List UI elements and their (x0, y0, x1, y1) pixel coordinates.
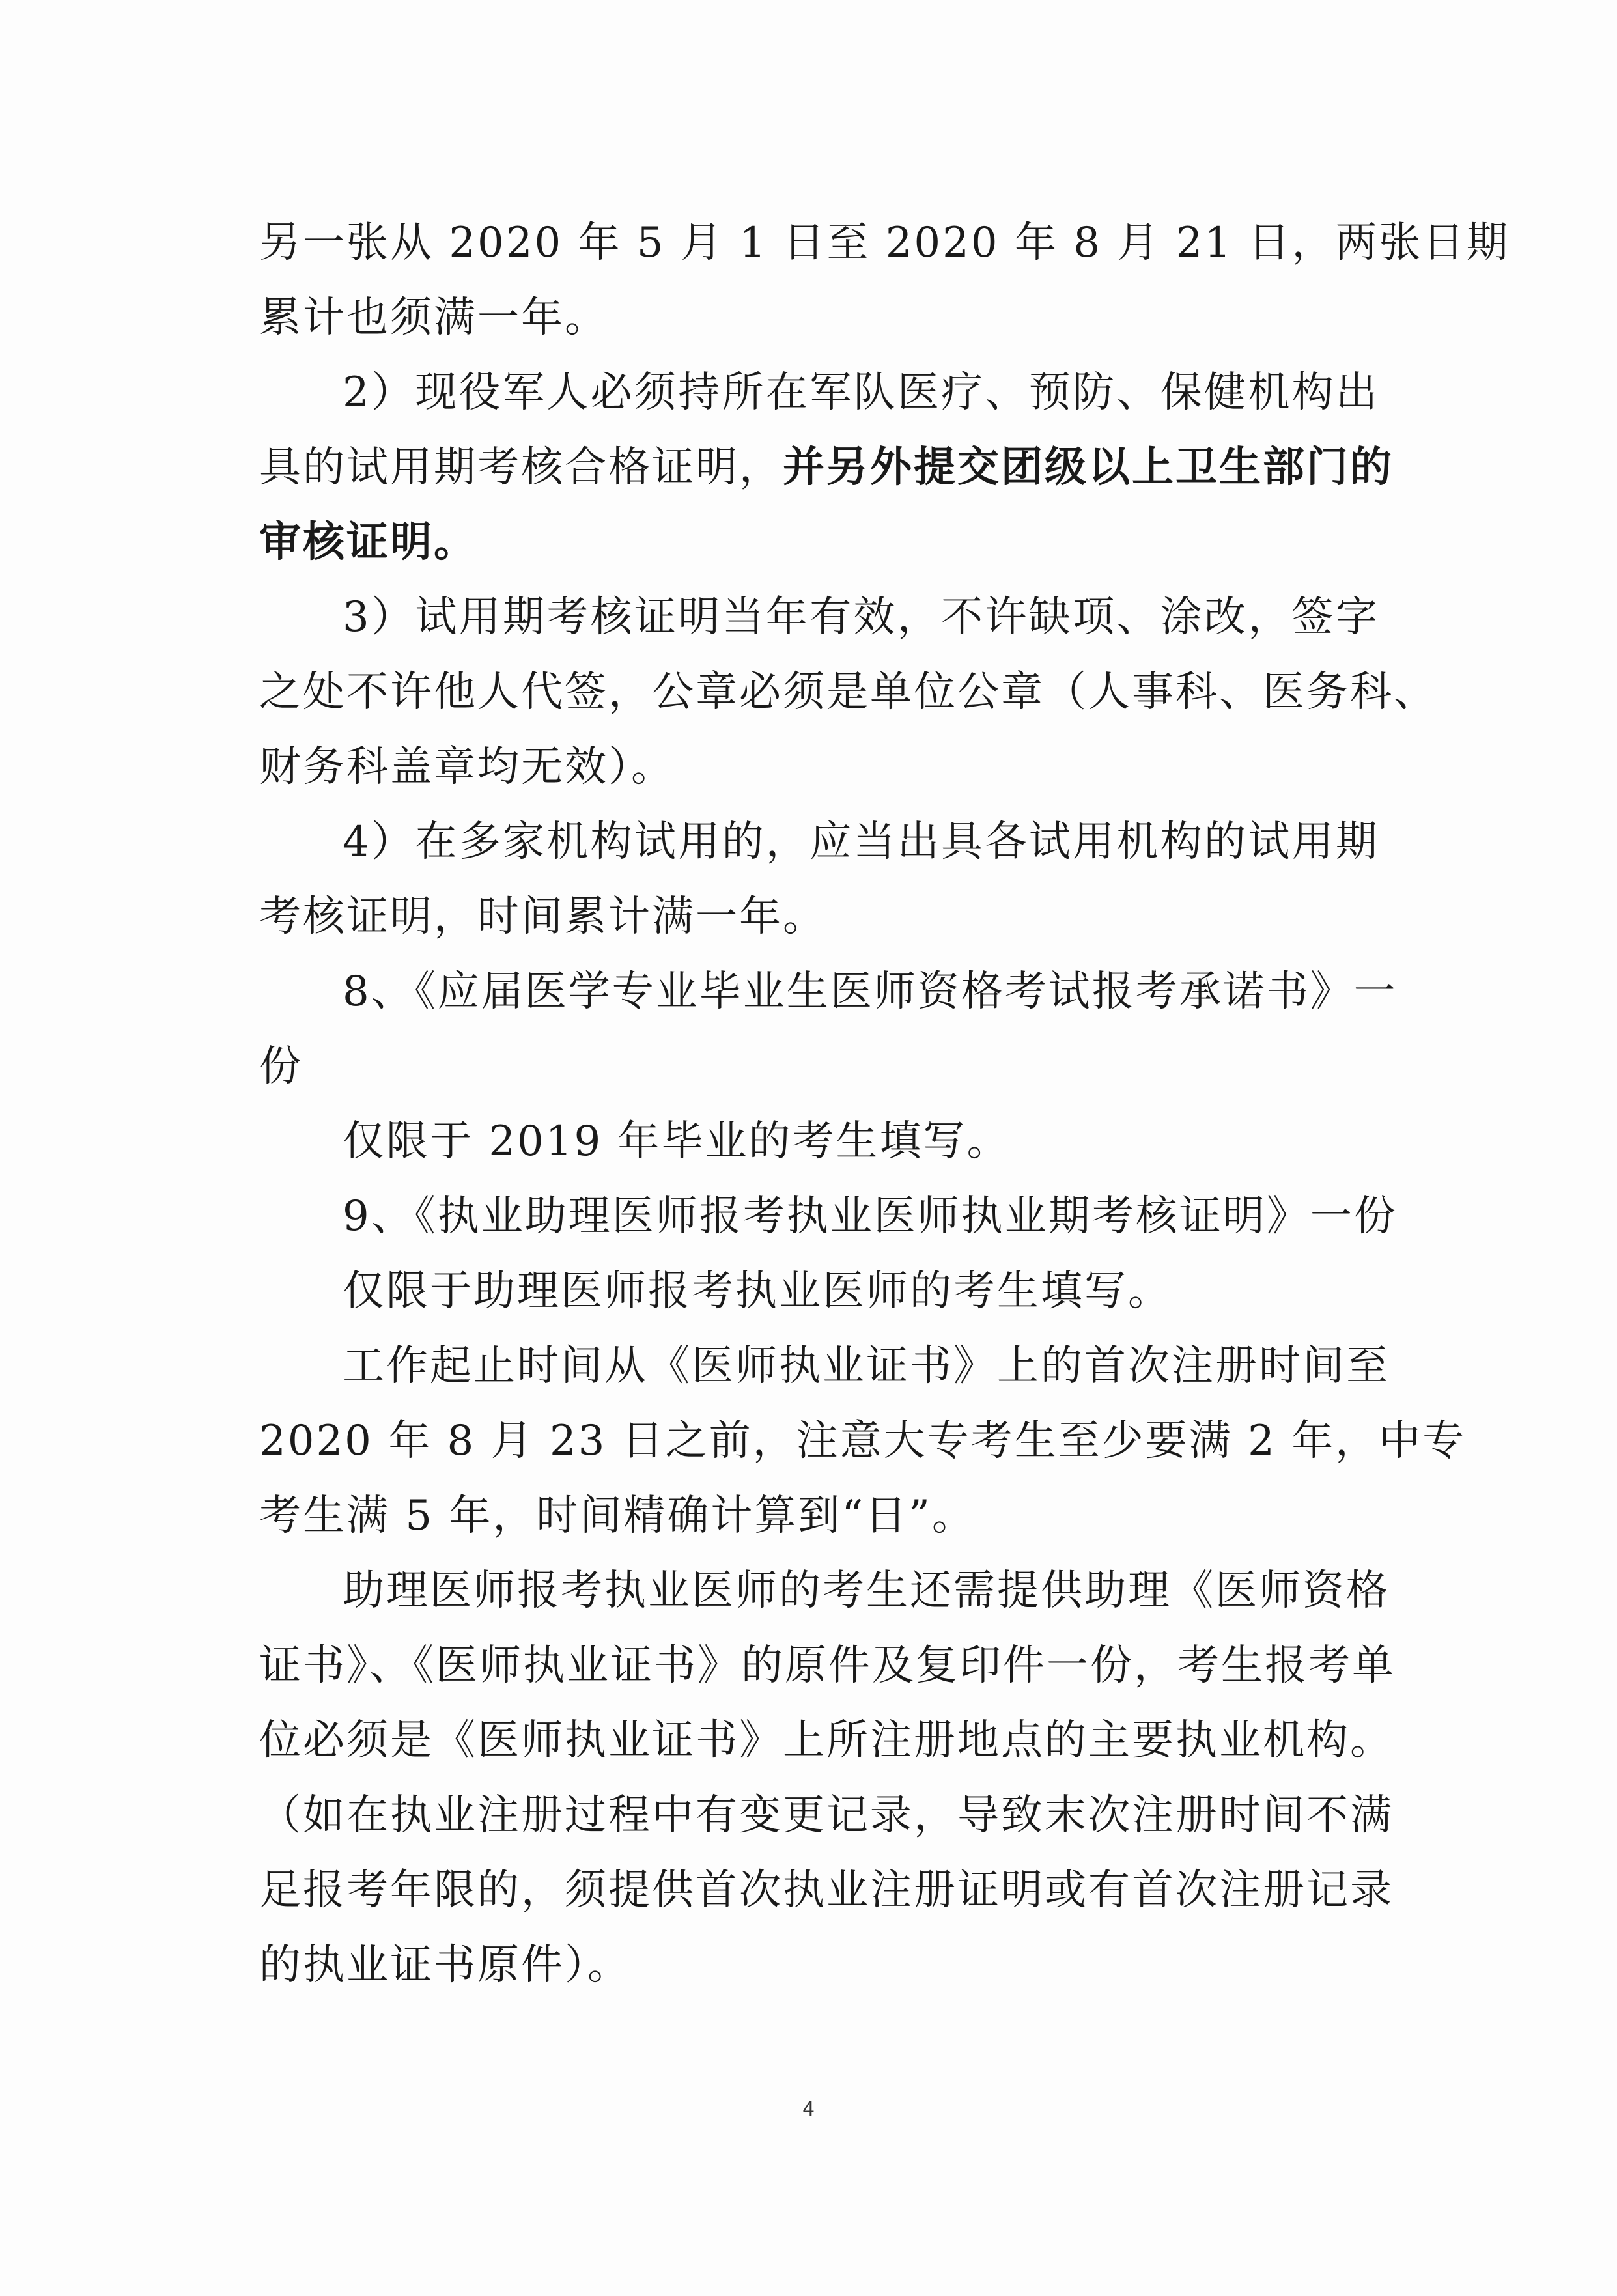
text-line-18: 考生满 5 年，时间精确计算到“日”。 (259, 1492, 976, 1540)
text-line-3: 2）现役军人必须持所在军队医疗、预防、保健机构出 (343, 369, 1379, 417)
text-line-10: 考核证明，时间累计满一年。 (259, 893, 826, 941)
text-line-24: 的执业证书原件）。 (259, 1941, 631, 1989)
text-line-11: 8、《应届医学专业毕业生医师资格考试报考承诺书》一 (343, 968, 1398, 1016)
page-number: 4 (802, 2098, 815, 2121)
text-line-22: （如在执业注册过程中有变更记录，导致末次注册时间不满 (259, 1791, 1394, 1840)
text-line-1: 另一张从 2020 年 5 月 1 日至 2020 年 8 月 21 日，两张日期 (259, 219, 1510, 267)
text-line-15: 仅限于助理医师报考执业医师的考生填写。 (343, 1267, 1172, 1315)
text-line-6: 3）试用期考核证明当年有效，不许缺项、涂改，签字 (343, 593, 1379, 641)
text-line-19: 助理医师报考执业医师的考生还需提供助理《医师资格 (343, 1567, 1390, 1615)
text-line-23: 足报考年限的，须提供首次执业注册证明或有首次注册记录 (259, 1866, 1394, 1914)
text-line-2: 累计也须满一年。 (259, 294, 608, 342)
text-line-17: 2020 年 8 月 23 日之前，注意大专考生至少要满 2 年，中专 (259, 1417, 1467, 1465)
text-line-21: 位必须是《医师执业证书》上所注册地点的主要执业机构。 (259, 1716, 1394, 1765)
text-line-13: 仅限于 2019 年毕业的考生填写。 (343, 1117, 1011, 1166)
text-line-4 (259, 432, 1394, 503)
text-line-4-normal: 具的试用期考核合格证明， (259, 443, 783, 492)
text-line-7: 之处不许他人代签，公章必须是单位公章（人事科、医务科、 (259, 668, 1437, 716)
text-line-8: 财务科盖章均无效）。 (259, 743, 675, 791)
text-line-20: 证书》、《医师执业证书》的原件及复印件一份，考生报考单 (259, 1642, 1396, 1690)
text-line-16: 工作起止时间从《医师执业证书》上的首次注册时间至 (343, 1342, 1390, 1390)
text-line-9: 4）在多家机构试用的，应当出具各试用机构的试用期 (343, 818, 1379, 866)
text-line-14: 9、《执业助理医师报考执业医师执业期考核证明》一份 (343, 1192, 1398, 1240)
text-line-4-bold: 并另外提交团级以上卫生部门的 (783, 443, 1394, 492)
text-line-12: 份 (259, 1043, 303, 1091)
text-line-5: 审核证明。 (259, 518, 477, 567)
